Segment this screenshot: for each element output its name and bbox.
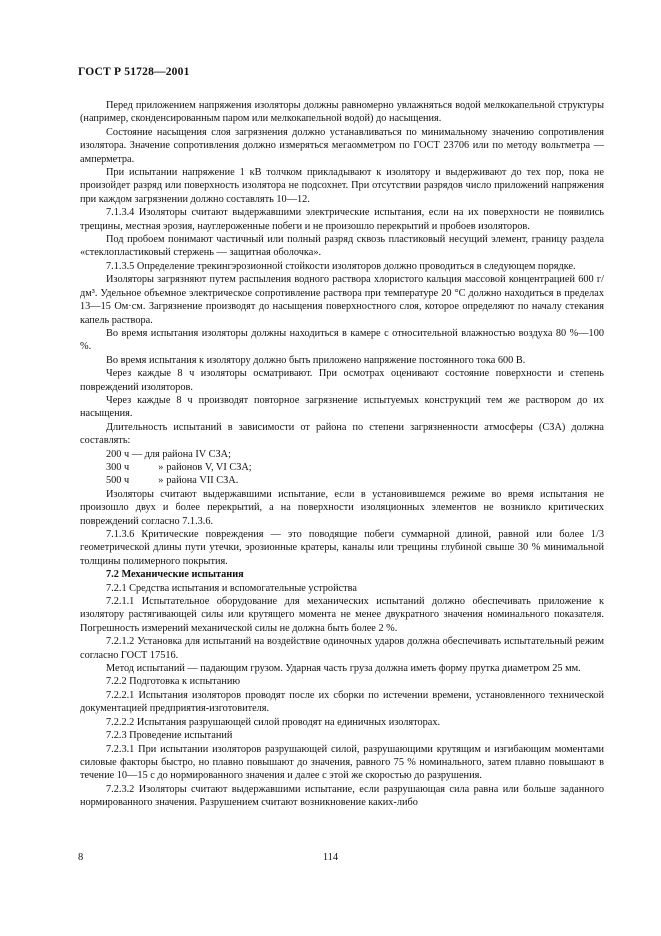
paragraph: 7.2.2.1 Испытания изоляторов проводят после их сборки по истечении времени, установленного технической документацией предприятия-изготовителя. bbox=[80, 689, 604, 715]
paragraph: Через каждые 8 ч изоляторы осматривают. При осмотрах оценивают состояние поверхности и степень повреждений изоляторов. bbox=[80, 368, 604, 393]
document-header: ГОСТ Р 51728—2001 bbox=[78, 66, 190, 78]
paragraph: 7.1.3.6 Критические повреждения — это поводящие побеги суммарной длиной, равной или более 1/3 геометрической длины пути утечки, эрозионные кратеры, каналы или трещины глубиной свыше 30 % минимальной толщины полимерного покрытия. bbox=[80, 529, 604, 567]
duration-text: — для района IV СЗА; bbox=[131, 448, 231, 460]
paragraph: Под пробоем понимают частичный или полный разряд сквозь пластиковый несущий элемент, границу раздела «стеклопластиковый стержень — защитная оболочка». bbox=[80, 234, 604, 259]
ditto-mark: » bbox=[158, 475, 164, 487]
paragraph: Изоляторы считают выдержавшими испытание, если в установившемся режиме во время испытания не произошло двух и более перекрытий, а на поверхности изоляционных элементов не возникло критических повреждений согласно 7.1.3.6. bbox=[80, 488, 604, 527]
duration-hours: 500 ч bbox=[106, 475, 130, 487]
document-body bbox=[80, 99, 604, 810]
paragraph: Во время испытания изоляторы должны находиться в камере с относительной влажностью воздуха 80 %—100 %. bbox=[80, 327, 604, 353]
paragraph: Через каждые 8 ч производят повторное загрязнение испытуемых конструкций тем же раствором до их насыщения. bbox=[80, 394, 604, 420]
paragraph: Состояние насыщения слоя загрязнения должно устанавливаться по минимальному значению сопротивления изолятора. Значение сопротивления должно измеряться мегаомметром по ГОСТ 23706 или по методу вольтметра — амперметра. bbox=[80, 126, 604, 165]
paragraph: 7.2.3 Проведение испытаний bbox=[106, 730, 233, 742]
paragraph: Метод испытаний — падающим грузом. Ударная часть груза должна иметь форму прутка диаметром 25 мм. bbox=[106, 663, 581, 675]
duration-item bbox=[80, 448, 604, 461]
paragraph: 7.2.1 Средства испытания и вспомогательные устройства bbox=[106, 582, 357, 594]
duration-hours: 200 ч bbox=[106, 448, 130, 460]
duration-text: районов V, VI СЗА; bbox=[166, 461, 252, 473]
page-number-left: 8 bbox=[78, 852, 84, 863]
paragraph: Во время испытания к изолятору должно быть приложено напряжение постоянного тока 600 В. bbox=[106, 354, 526, 366]
duration-item bbox=[80, 461, 604, 474]
section-heading: 7.2 Механические испытания bbox=[106, 569, 244, 581]
duration-item bbox=[80, 474, 604, 487]
paragraph: 7.1.3.5 Определение трекингэрозионной стойкости изоляторов должно проводиться в следующем порядке. bbox=[106, 260, 576, 272]
paragraph: При испытании напряжение 1 кВ толчком прикладывают к изолятору и выдерживают до тех пор, пока не произойдет разряд или поверхность изолятора не подсохнет. При отсутствии разрядов число приложений напряжения при каждом загрязнении должно составлять 10—12. bbox=[80, 167, 604, 205]
page-number-center: 114 bbox=[322, 852, 339, 863]
paragraph: 7.2.1.2 Установка для испытаний на воздействие одиночных ударов должна обеспечивать испытательный режим согласно ГОСТ 17516. bbox=[80, 636, 604, 661]
paragraph: 7.2.2 Подготовка к испытанию bbox=[106, 676, 241, 688]
paragraph: 7.2.3.2 Изоляторы считают выдержавшими испытание, если разрушающая сила равна или больше заданного нормированного значения. Разрушением считают возникновение каких-либо bbox=[80, 783, 604, 809]
duration-text: района VII СЗА. bbox=[166, 475, 239, 487]
duration-hours: 300 ч bbox=[106, 461, 130, 473]
paragraph: 7.1.3.4 Изоляторы считают выдержавшими электрические испытания, если на их поверхности не появились трещины, местная эрозия, науглероженные побеги и не произошло перекрытий и пробоев изоляторов. bbox=[80, 207, 604, 232]
paragraph: Изоляторы загрязняют путем распыления водного раствора хлористого кальция массовой концентрацией 600 г/дм³. Удельное объемное электрическое сопротивление раствора при температуре 20 °С должно находиться в пределах 13—15 Ом·см. Загрязнение производят до насыщения поверхностного слоя, которое определяют по началу стекания капель раствора. bbox=[80, 274, 604, 326]
paragraph: Длительность испытаний в зависимости от района по степени загрязненности атмосферы (СЗА) должна составлять: bbox=[80, 421, 604, 447]
paragraph: 7.2.3.1 При испытании изоляторов разрушающей силой, разрушающими крутящим и изгибающим моментами силовые факторы быстро, но плавно повышают до значения, равного 75 % номинального, затем плавно повышают в течение 10—15 с до нормированного значения и далее с этой же скоростью до разрушения. bbox=[80, 743, 604, 782]
paragraph: 7.2.2.2 Испытания разрушающей силой проводят на единичных изоляторах. bbox=[106, 716, 441, 728]
paragraph: Перед приложением напряжения изоляторы должны равномерно увлажняться водой мелкокапельной структуры (например, сконденсированным паром или мелкокапельной водой) до насыщения. bbox=[80, 100, 604, 125]
paragraph: 7.2.1.1 Испытательное оборудование для механических испытаний должно обеспечивать приложение к изолятору растягивающей силы или крутящего момента не менее двукратного значения номинального показателя. Погрешность измерений механической силы не должна быть более 2 %. bbox=[80, 596, 604, 634]
ditto-mark: » bbox=[158, 461, 164, 473]
